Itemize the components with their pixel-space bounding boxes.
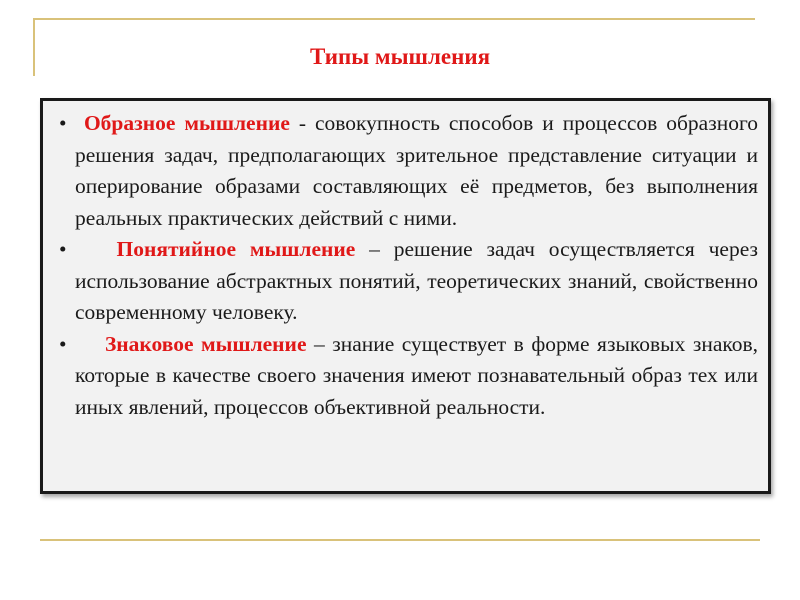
- list-item-symbolic-thinking: [59, 329, 758, 424]
- list-item-conceptual-thinking: [59, 234, 758, 329]
- bullet-indent: [75, 332, 105, 356]
- definition-figurative-thinking: - совокупность способов и процессов образного решения задач, предполагающих зрительное представление ситуации и оперирование образами составляющих её предметов, без выполнения реальных практических действий с ними.: [75, 111, 759, 230]
- term-conceptual-thinking: Понятийное мышление: [116, 237, 356, 261]
- decorative-bottom-line: [40, 539, 760, 541]
- bullet-dot-icon: •: [59, 111, 67, 135]
- definition-conceptual-thinking: – решение задач осуществляется через использование абстрактных понятий, теоретических знаний, свойственно современному человеку.: [75, 237, 759, 324]
- definition-symbolic-thinking: – знание существует в форме языковых знаков, которые в качестве своего значения имеют познавательный образ тех или иных явлений, процессов объективной реальности.: [75, 331, 758, 419]
- bullet-dot-icon: •: [59, 331, 67, 356]
- bullet-list: [59, 108, 758, 423]
- bullet-dot-icon: •: [59, 237, 67, 261]
- term-symbolic-thinking: Знаковое мышление: [104, 331, 307, 356]
- content-box: [40, 98, 771, 494]
- bullet-indent: [75, 237, 116, 261]
- slide-title: Типы мышления: [309, 44, 491, 69]
- list-item-figurative-thinking: [59, 108, 758, 234]
- bullet-indent: [75, 111, 84, 135]
- decorative-top-line: [33, 18, 755, 20]
- term-figurative-thinking: Образное мышление: [83, 111, 290, 135]
